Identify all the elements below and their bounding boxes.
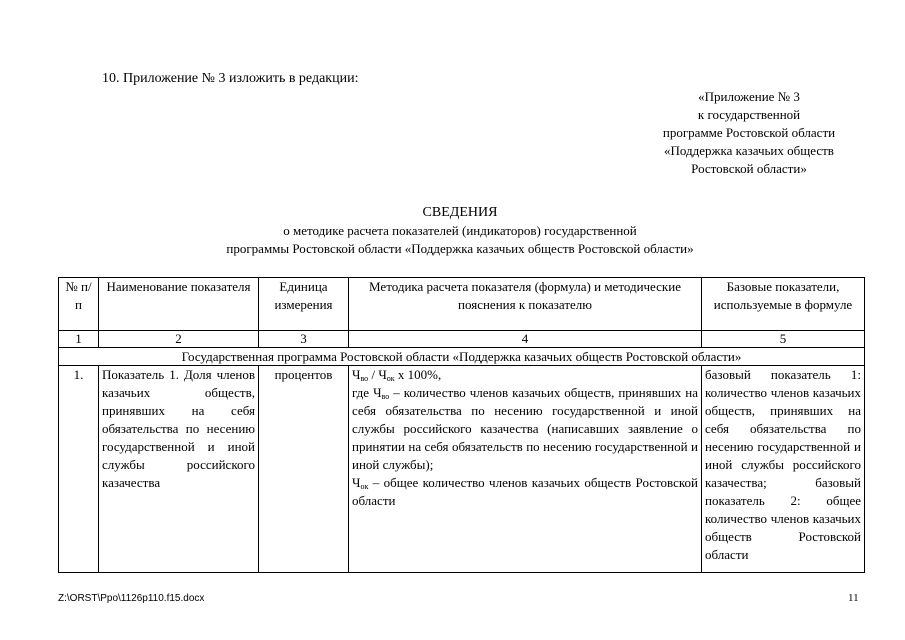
program-row (59, 348, 865, 366)
column-number-row (59, 331, 865, 348)
column-number: 1 (59, 331, 99, 348)
row-number: 1. (59, 366, 99, 573)
footer-file-path: Z:\ORST\Ppo\1126p110.f15.docx (58, 593, 205, 604)
appendix-line: «Поддержка казачьих обществ (664, 143, 834, 158)
appendix-reference (640, 88, 858, 178)
indicator-unit: процентов (259, 366, 349, 573)
indicator-formula (349, 366, 702, 573)
footer-page-number: 11 (848, 592, 859, 604)
appendix-line: программе Ростовской области (662, 125, 836, 140)
header-cell-name: Наименование показателя (99, 278, 259, 331)
table-header-row (59, 278, 865, 331)
formula-definition-1: где $Ч_{во}$ – количество членов казачьих обществ, принявших на себя обязательства по несению государственной и иной службы российского казачества (написавших заявление о принятии на себя обязательств по несению государственной и иной службы); (352, 385, 699, 472)
column-number: 2 (99, 331, 259, 348)
appendix-line: Ростовской области» (691, 161, 807, 176)
header-cell-number: № п/п (59, 278, 99, 331)
heading-line: программы Ростовской области «Поддержка казачьих обществ Ростовской области» (226, 241, 694, 256)
appendix-line: «Приложение № 3 (698, 89, 800, 104)
header-cell-unit: Единица измерения (259, 278, 349, 331)
header-cell-base: Базовые показатели, используемые в формуле (702, 278, 865, 331)
table-row (59, 366, 865, 573)
indicator-table (58, 277, 865, 573)
column-number: 3 (259, 331, 349, 348)
base-indicators: базовый показатель 1: количество членов казачьих обществ, принявших на себя обязательства по несению государственной и иной службы российского казачества; базовый показатель 2: общее количество членов казачьих обществ Ростовской области (702, 366, 865, 573)
formula-definition-2: $Ч_{ок}$ – общее количество членов казачьих обществ Ростовской области (352, 475, 698, 508)
heading-title: СВЕДЕНИЯ (422, 205, 498, 220)
document-heading (150, 204, 770, 258)
heading-line: о методике расчета показателей (индикаторов) государственной (283, 223, 637, 238)
header-cell-method: Методика расчета показателя (формула) и методические пояснения к показателю (349, 278, 702, 331)
intro-text: 10. Приложение № 3 изложить в редакции: (102, 71, 359, 86)
program-title: Государственная программа Ростовской области «Поддержка казачьих обществ Ростовской области» (59, 348, 865, 366)
appendix-line: к государственной (697, 107, 801, 122)
column-number: 4 (349, 331, 702, 348)
formula-expression: $Ч_{во} / Ч_{ок}$ х 100%, (352, 367, 442, 383)
column-number: 5 (702, 331, 865, 348)
indicator-name: Показатель 1. Доля членов казачьих обществ, принявших на себя обязательства по несению государственной и иной службы российского казачества (99, 366, 259, 573)
